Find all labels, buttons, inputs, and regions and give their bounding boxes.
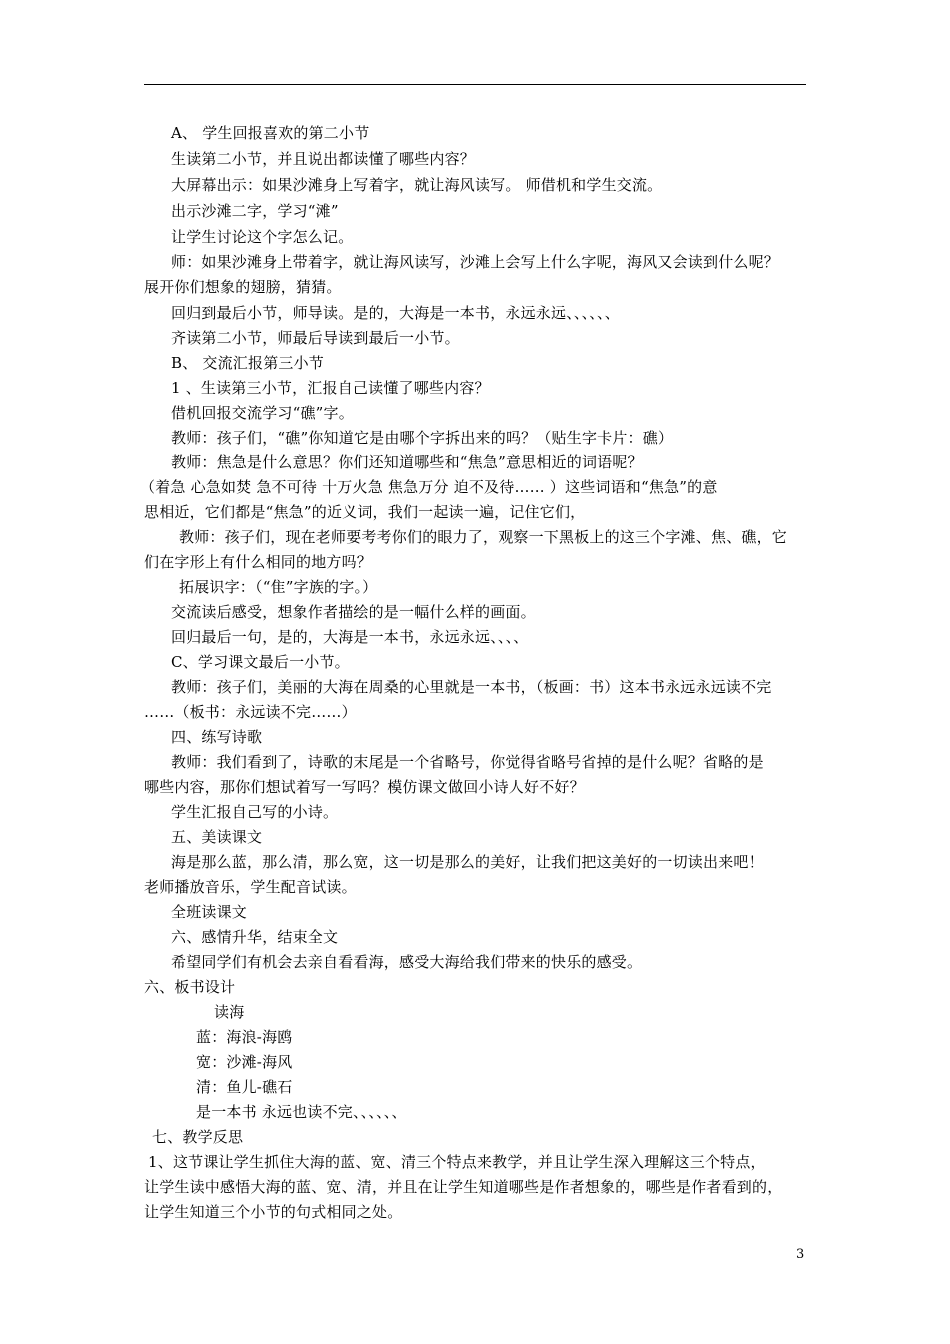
text-line: 拓展识字：（“隹”字族的字。）	[179, 578, 378, 596]
section-heading: 七、教学反思	[152, 1128, 244, 1146]
text-line: 哪些内容，那你们想试着写一写吗？模仿课文做回小诗人好不好？	[144, 778, 585, 796]
text-line: 齐读第二小节，师最后导读到最后一小节。	[171, 329, 460, 347]
board-title: 读海	[214, 1003, 245, 1021]
text-line: ……（板书：永远读不完……）	[144, 703, 357, 721]
text-line: 教师：孩子们，“礁”你知道它是由哪个字拆出来的吗？（贴生字卡片：礁）	[171, 429, 674, 447]
text-line: 借机回报交流学习“礁”字。	[171, 404, 354, 422]
text-line: 1、这节课让学生抓住大海的蓝、宽、清三个特点来教学，并且让学生深入理解这三个特点，	[148, 1153, 766, 1171]
section-b-heading: B、 交流汇报第三小节	[171, 354, 324, 372]
board-line: 清：鱼儿-礁石	[196, 1078, 293, 1096]
board-line: 是一本书 永远也读不完、、、、、、	[196, 1103, 407, 1121]
text-line: 大屏幕出示：如果沙滩身上写着字，就让海风读写。 师借机和学生交流。	[171, 176, 663, 194]
section-heading: 六、板书设计	[144, 978, 236, 996]
section-heading: 四、练写诗歌	[171, 728, 263, 746]
text-line: 生读第二小节，并且说出都读懂了哪些内容？	[171, 150, 476, 168]
text-line: 们在字形上有什么相同的地方吗？	[144, 553, 373, 571]
text-line: 海是那么蓝，那么清，那么宽，这一切是那么的美好，让我们把这美好的一切读出来吧！	[171, 853, 764, 871]
text-line: 展开你们想象的翅膀，猜猜。	[144, 278, 342, 296]
text-line: 交流读后感受，想象作者描绘的是一幅什么样的画面。	[171, 603, 536, 621]
section-heading: 五、美读课文	[171, 828, 263, 846]
board-line: 宽：沙滩-海风	[196, 1053, 293, 1071]
board-line: 蓝：海浪-海鸥	[196, 1028, 293, 1046]
text-line: 出示沙滩二字，学习“滩”	[171, 202, 339, 220]
text-line: 希望同学们有机会去亲自看看海，感受大海给我们带来的快乐的感受。	[171, 953, 643, 971]
page-number: 3	[796, 1247, 805, 1262]
text-line: （着急 心急如焚 急不可待 十万火急 焦急万分 迫不及待…… ）这些词语和“焦急”的意	[140, 478, 718, 496]
text-line: 学生汇报自己写的小诗。	[171, 803, 339, 821]
text-line: 1 、生读第三小节，汇报自己读懂了哪些内容？	[171, 379, 490, 397]
text-line: 教师：孩子们，美丽的大海在周桑的心里就是一本书，（板画：书）这本书永远永远读不完	[171, 678, 772, 696]
section-a-heading: A、 学生回报喜欢的第二小节	[171, 124, 370, 142]
text-line: 思相近，它们都是“焦急”的近义词，我们一起读一遍，记住它们，	[144, 503, 586, 521]
text-line: 老师播放音乐，学生配音试读。	[144, 878, 357, 896]
text-line: 让学生读中感悟大海的蓝、宽、清，并且在让学生知道哪些是作者想象的，哪些是作者看到的，	[144, 1178, 783, 1196]
text-line: 让学生讨论这个字怎么记。	[171, 228, 354, 246]
text-line: 回归最后一句，是的，大海是一本书，永远永远、、、、	[171, 628, 529, 646]
text-line: 教师：焦急是什么意思？你们还知道哪些和“焦急”意思相近的词语呢？	[171, 453, 643, 471]
text-line: 全班读课文	[171, 903, 248, 921]
text-line: 让学生知道三个小节的句式相同之处。	[144, 1203, 403, 1221]
text-line: 教师：孩子们，现在老师要考考你们的眼力了，观察一下黑板上的这三个字滩、焦、礁，它	[179, 528, 788, 546]
text-line: 师：如果沙滩身上带着字，就让海风读写，沙滩上会写上什么字呢，海风又会读到什么呢？	[171, 253, 780, 271]
section-c-heading: C、学习课文最后一小节。	[171, 653, 350, 671]
section-heading: 六、感情升华，结束全文	[171, 928, 339, 946]
text-line: 回归到最后小节，师导读。是的，大海是一本书，永远永远、、、、、、	[171, 304, 620, 322]
header-rule	[144, 84, 806, 85]
text-line: 教师：我们看到了，诗歌的末尾是一个省略号，你觉得省略号省掉的是什么呢？省略的是	[171, 753, 764, 771]
